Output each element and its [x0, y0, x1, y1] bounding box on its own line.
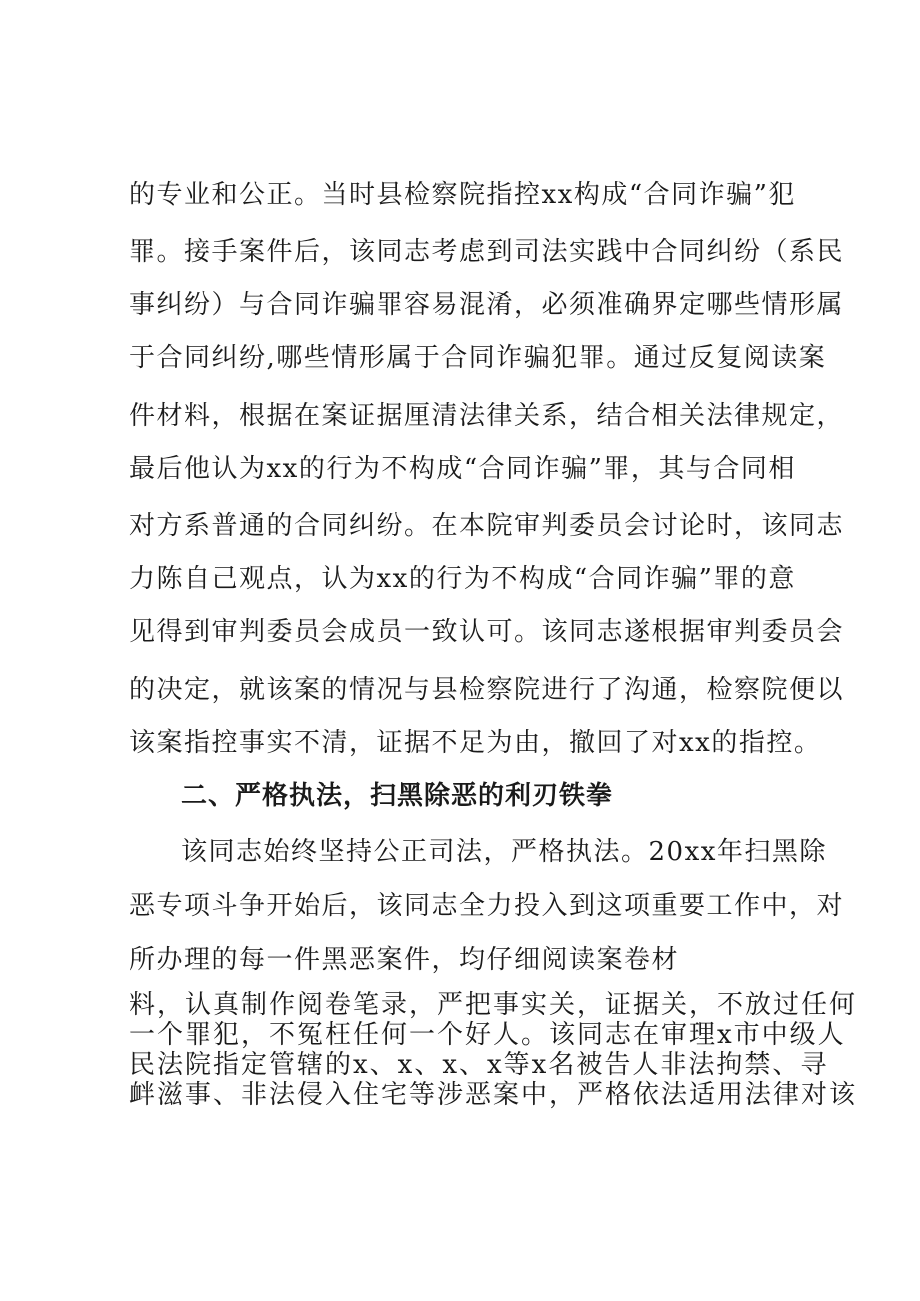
body-line: 一个罪犯，不冤枉任何一个好人。该同志在审理x市中级人	[129, 1020, 846, 1050]
body-line: 衅滋事、非法侵入住宅等涉恶案中，严格依法适用法律对该	[129, 1080, 858, 1110]
body-line: 力陈自己观点，认为xx的行为不构成“合同诈骗”罪的意	[129, 564, 796, 594]
body-line: 事纠纷）与合同诈骗罪容易混淆，必须准确界定哪些情形属	[129, 290, 845, 320]
body-line: 民法院指定管辖的x、x、x、x等x名被告人非法拘禁、寻	[129, 1050, 829, 1080]
body-line: 见得到审判委员会成员一致认可。该同志遂根据审判委员会	[129, 617, 845, 647]
body-line: 恶专项斗争开始后，该同志全力投入到这项重要工作中，对	[129, 891, 845, 921]
body-line: 所办理的每一件黑恶案件，均仔细阅读案卷材	[129, 945, 680, 975]
body-line: 于合同纠纷,哪些情形属于合同诈骗犯罪。通过反复阅读案	[129, 343, 827, 373]
body-line: 罪。接手案件后，该同志考虑到司法实践中合同纠纷（系民	[129, 237, 845, 267]
section-heading: 二、严格执法，扫黑除恶的利刃铁拳	[181, 781, 614, 811]
body-line: 的决定，就该案的情况与县检察院进行了沟通，检察院便以	[129, 675, 845, 705]
body-line: 该案指控事实不清，证据不足为由，撤回了对xx的指控。	[129, 728, 822, 758]
body-line: 对方系普通的合同纠纷。在本院审判委员会讨论时，该同志	[129, 511, 845, 541]
body-line: 该同志始终坚持公正司法，严格执法。20xx年扫黑除	[181, 837, 827, 867]
body-line: 最后他认为xx的行为不构成“合同诈骗”罪，其与合同相	[129, 454, 796, 484]
body-line: 件材料，根据在案证据厘清法律关系，结合相关法律规定，	[129, 401, 845, 431]
body-line: 料，认真制作阅卷笔录，严把事实关，证据关，不放过任何	[129, 990, 858, 1020]
body-line: 的专业和公正。当时县检察院指控xx构成“合同诈骗”犯	[129, 180, 796, 210]
